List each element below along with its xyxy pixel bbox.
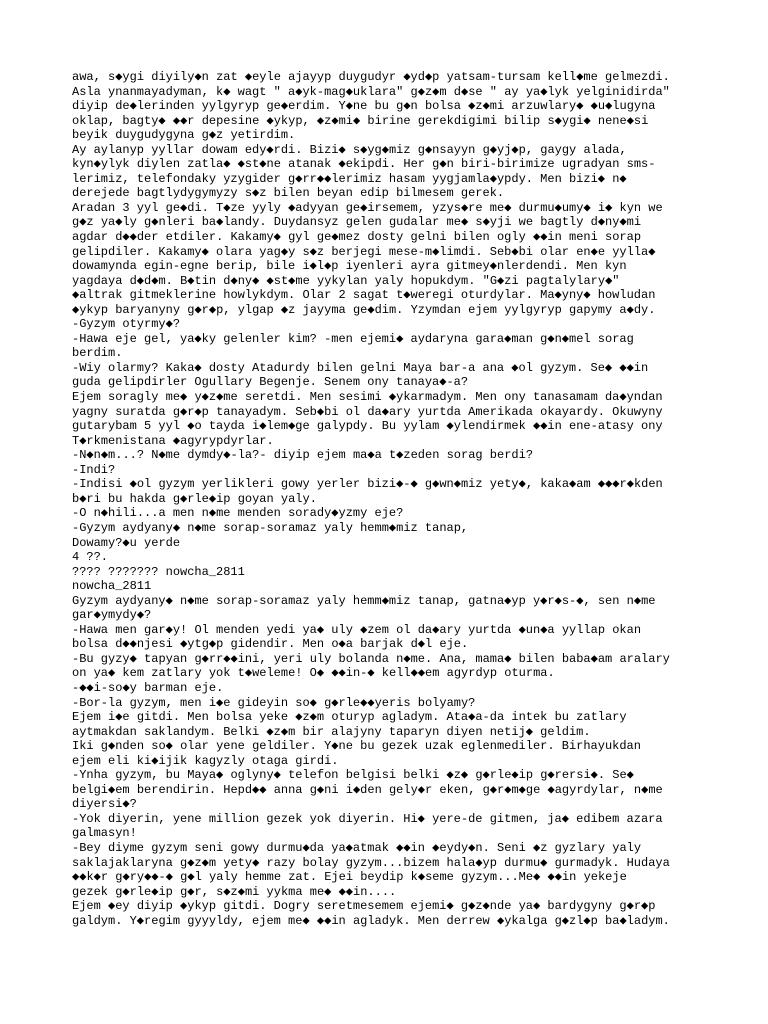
text-line: g◆z ya◆ly g◆nleri ba◆landy. Duydansyz gelen gudalar me◆ s◆yji we bagtly d◆ny◆mi: [72, 215, 642, 230]
text-line: nowcha_2811: [72, 579, 152, 594]
text-line: yagny suratda g◆r◆p tanayadym. Seb◆bi ol da◆ary yurtda Amerikada okayardy. Okuwyny: [72, 404, 663, 419]
text-line: Ejem soragly me◆ y◆z◆me seretdi. Men sesimi ◆ykarmadym. Men ony tanasamam da◆yndan: [72, 390, 663, 405]
text-line: bolsa d◆◆njesi ◆ytg◆p gidendir. Men o◆a barjak d◆l eje.: [72, 637, 469, 652]
text-line: -Bor-la gyzym, men i◆e gideyin so◆ g◆rle◆◆yeris bolyamy?: [72, 695, 476, 710]
text-line: diyersi◆?: [72, 797, 137, 812]
text-line: -Gyzym otyrmy◆?: [72, 317, 181, 332]
text-line: belgi◆em berendirin. Hepd◆◆ anna g◆ni i◆den gely◆r eken, g◆r◆m◆ge ◆agyrdylar, n◆me: [72, 782, 663, 797]
text-line: -Bey diyme gyzym seni gowy durmu◆da ya◆atmak ◆◆in ◆eydy◆n. Seni ◆z gyzlary yaly: [72, 840, 642, 855]
text-line: Iki g◆nden so◆ olar yene geldiler. Y◆ne bu gezek uzak eglenmediler. Birhayukdan: [72, 739, 641, 754]
text-line: Aradan 3 yyl ge◆di. T◆ze yyly ◆adyyan ge◆irsemem, yzys◆re me◆ durmu◆umy◆ i◆ kyn we: [72, 200, 663, 215]
text-line: -Indi?: [72, 462, 116, 477]
text-line: yagdaya d◆d◆m. B◆tin d◆ny◆ ◆st◆me yykylan yaly hopukdym. "G◆zi pagtalylary◆": [72, 273, 620, 288]
text-line: -Yok diyerin, yene million gezek yok diyerin. Hi◆ yere-de gitmen, ja◆ edibem azara: [72, 811, 663, 826]
text-line: -Gyzym aydyany◆ n◆me sorap-soramaz yaly hemm◆miz tanap,: [72, 520, 469, 535]
text-line: -◆◆i-so◆y barman eje.: [72, 680, 224, 695]
text-line: galdym. Y◆regim gyyyldy, ejem me◆ ◆◆in agladyk. Men derrew ◆ykalga g◆zl◆p ba◆ladym.: [72, 913, 670, 928]
text-line: agdar d◆◆der etdiler. Kakamy◆ gyl ge◆mez dosty gelni bilen ogly ◆◆in meni sorap: [72, 230, 642, 245]
text-line: Ejem ◆ey diyip ◆ykyp gitdi. Dogry seretmesemem ejemi◆ g◆z◆nde ya◆ bardygyny g◆r◆p: [72, 899, 656, 914]
text-line: gezek g◆rle◆ip g◆r, s◆z◆mi yykma me◆ ◆◆in....: [72, 884, 397, 899]
text-line: awa, s◆ygi diyily◆n zat ◆eyle ajayyp duygudyr ◆yd◆p yatsam-tursam kell◆me gelmezdi.: [72, 70, 670, 84]
text-line: oklap, bagty◆ ◆◆r depesine ◆ykyp, ◆z◆mi◆ birine gerekdigimi bilip s◆ygi◆ nene◆si: [72, 113, 649, 128]
text-line: guda gelipdirler Ogullary Begenje. Senem ony tanaya◆-a?: [72, 375, 469, 390]
text-line: -Ynha gyzym, bu Maya◆ oglyny◆ telefon belgisi belki ◆z◆ g◆rle◆ip g◆rersi◆. Se◆: [72, 768, 634, 783]
text-line: beyik duygudygyna g◆z yetirdim.: [72, 128, 296, 143]
text-line: on ya◆ kem zatlary yok t◆weleme! O◆ ◆◆in-◆ kell◆◆em agyrdyp oturma.: [72, 666, 555, 681]
text-line: berdim.: [72, 346, 123, 361]
text-line: 4 ??.: [72, 550, 109, 565]
text-line: -Bu gyzy◆ tapyan g◆rr◆◆ini, yeri uly bolanda n◆me. Ana, mama◆ bilen baba◆am aralary: [72, 651, 670, 666]
text-line: -Hawa men gar◆y! Ol menden yedi ya◆ uly ◆zem ol da◆ary yurtda ◆un◆a yyllap okan: [72, 622, 642, 637]
text-line: Asla ynanmayadyman, k◆ wagt " a◆yk-mag◆uklara" g◆z◆m d◆se " ay ya◆lyk yelginidirda": [72, 84, 670, 99]
text-line: aytmakdan saklandym. Belki ◆z◆m bir alajyny taparyn diyen netij◆ geldim.: [72, 724, 591, 739]
text-line: ◆altrak gitmeklerine howlykdym. Olar 2 sagat t◆weregi oturdylar. Ma◆yny◆ howludan: [72, 288, 656, 303]
text-line: galmasyn!: [72, 826, 137, 841]
text-line: Ejem i◆e gitdi. Men bolsa yeke ◆z◆m oturyp agladym. Ata◆a-da intek bu zatlary: [72, 710, 627, 725]
text-line: ◆ykyp baryanyny g◆r◆p, ylgap ◆z jayyma ge◆dim. Yzymdan ejem yylgyryp gapymy a◆dy.: [72, 302, 656, 317]
text-line: ejem eli ki◆ijik kagyzly otaga girdi.: [72, 753, 339, 768]
document-page: [72, 70, 712, 928]
text-line: Dowamy?◆u yerde: [72, 535, 181, 550]
text-line: gar◆ymydy◆?: [72, 608, 152, 623]
text-line: kyn◆ylyk diylen zatla◆ ◆st◆ne atanak ◆ekipdi. Her g◆n biri-birimize ugradyan sms-: [72, 157, 656, 172]
text-line: gutarybam 5 yyl ◆o tayda i◆lem◆ge galypdy. Bu yylam ◆ylendirmek ◆◆in ene-atasy ony: [72, 419, 663, 434]
text-line: gelipdiler. Kakamy◆ olara yag◆y s◆z berjegi mese-m◆limdi. Seb◆bi olar en◆e yylla◆: [72, 244, 656, 259]
text-line: b◆ri bu hakda g◆rle◆ip goyan yaly.: [72, 491, 317, 506]
text-line: -N◆n◆m...? N◆me dymdy◆-la?- diyip ejem ma◆a t◆zeden sorag berdi?: [72, 448, 534, 463]
text-line: -Indisi ◆ol gyzym yerlikleri gowy yerler bizi◆-◆ g◆wn◆miz yety◆, kaka◆am ◆◆◆r◆kden: [72, 477, 663, 492]
text-line: T◆rkmenistana ◆agyrypdyrlar.: [72, 433, 274, 448]
text-line: dowamynda egin-egne berip, bile i◆l◆p iyenleri ayra gitmey◆nlerdendi. Men kyn: [72, 259, 627, 274]
text-line: ???? ??????? nowcha_2811: [72, 564, 245, 579]
text-line: Ay aylanyp yyllar dowam edy◆rdi. Bizi◆ s◆yg◆miz g◆nsayyn g◆yj◆p, gaygy alada,: [72, 142, 627, 157]
text-line: Gyzym aydyany◆ n◆me sorap-soramaz yaly hemm◆miz tanap, gatna◆yp y◆r◆s-◆, sen n◆me: [72, 593, 656, 608]
text-line: -Wiy olarmy? Kaka◆ dosty Atadurdy bilen gelni Maya bar-a ana ◆ol gyzym. Se◆ ◆◆in: [72, 360, 649, 375]
text-line: saklajaklaryna g◆z◆m yety◆ razy bolay gyzym...bizem hala◆yp durmu◆ gurmadyk. Hudaya: [72, 855, 670, 870]
text-line: -Hawa eje gel, ya◆ky gelenler kim? -men ejemi◆ aydaryna gara◆man g◆n◆mel sorag: [72, 331, 634, 346]
text-line: diyip de◆lerinden yylgyryp ge◆erdim. Y◆ne bu g◆n bolsa ◆z◆mi arzuwlary◆ ◆u◆lugyna: [72, 99, 656, 114]
text-line: -O n◆hili...a men n◆me menden sorady◆yzmy eje?: [72, 506, 404, 521]
text-line: ◆◆k◆r g◆ry◆◆-◆ g◆l yaly hemme zat. Ejei beydip k◆seme gyzym...Me◆ ◆◆in yekeje: [72, 870, 627, 885]
text-line: lerimiz, telefondaky yzygider g◆rr◆◆lerimiz hasam yygjamla◆ypdy. Men bizi◆ n◆: [72, 171, 627, 186]
text-line: derejede bagtlydygymyzy s◆z bilen beyan edip bilmesem gerek.: [72, 186, 505, 201]
